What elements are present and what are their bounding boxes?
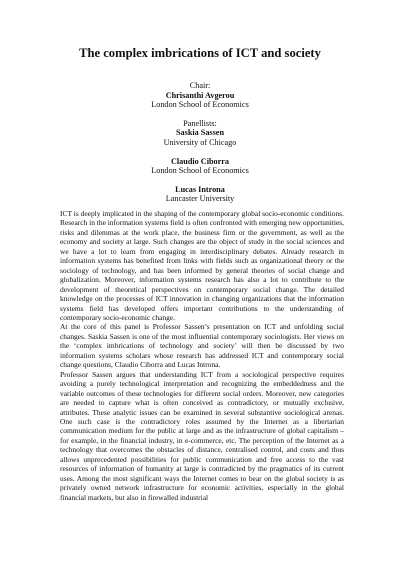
panellist-name: Saskia Sassen bbox=[175, 128, 224, 138]
body-paragraph: At the core of this panel is Professor Sassen’s presentation on ICT and unfolding social changes. Saskia Sassen is one of the most influential contemporary sociologists. Her views on the ‘complex imbrications of technology and society’ will then be discussed by two information systems scholars whose research has addressed ICT and contemporary social change questions, Claudio Ciborra and Lucas Introna. bbox=[60, 322, 344, 370]
panellist-affiliation: Lancaster University bbox=[165, 194, 235, 204]
panellist-name: Claudio Ciborra bbox=[170, 156, 229, 166]
panellist-name: Lucas Introna bbox=[175, 184, 225, 194]
panellists-label: Panellists: bbox=[183, 118, 217, 128]
chair-label: Chair: bbox=[189, 81, 211, 90]
chair-name: Chrisanthi Avgerou bbox=[165, 90, 235, 100]
panellist-block-2 bbox=[0, 157, 400, 176]
body-paragraph: Professor Sassen argues that understanding ICT from a sociological perspective requires avoiding a purely technological interpretation and recognizing the embeddedness and the variable outcomes of these technologies for different social orders. Moreover, new categories are needed to capture what is often conceived as contradictory, or mutually exclusive, attributes. These analytic issues can be examined in several substantive sociological arenas. One such case is the contradictory roles assumed by the Internet as a libertarian communication medium for the public at large and as the infrastructure of global capitalism – for example, in the financial industry, in e-commerce, etc. The perception of the Internet as a technology that overcomes the obstacles of distance, centralised control, and costs and thus allows unprecedented possibilities for public communication and free access to the vast resources of information of humanity at large is contradicted by the pragmatics of its current uses. Among the most significant ways the Internet comes to bear on the global society is as privately owned network infrastructure for economic activities, especially in the global financial markets, but also in firewalled industrial bbox=[60, 369, 344, 502]
panellist-block-3 bbox=[0, 185, 400, 204]
chair-block bbox=[0, 81, 400, 110]
paper-body bbox=[60, 209, 344, 502]
paper-title: The complex imbrications of ICT and society bbox=[79, 46, 321, 60]
body-paragraph: ICT is deeply implicated in the shaping of the contemporary global socio-economic conditions. Research in the information systems field is often confronted with emerging new opportunities, risks and dilemmas at the work place, the business firm or the government, as well as the economy and society at large. Such changes are the object of study in the social sciences and we have a lot to learn from engaging in interdisciplinary debates. Already research in information systems has benefited from links with fields such as organizational theory or the sociology of technology, and has been informed by general theories of social change and globalization. Moreover, information systems research has also a lot to contribute to the development of theoretical perspectives on contemporary social change. The detailed knowledge on the processes of ICT innovation in changing organizations that the information systems field has developed offers important contributions to the understanding of contemporary socio-economic change. bbox=[60, 209, 344, 322]
panellist-block-1 bbox=[0, 119, 400, 148]
panellist-affiliation: London School of Economics bbox=[151, 166, 249, 176]
panel-participants bbox=[0, 81, 400, 213]
panellist-affiliation: University of Chicago bbox=[163, 137, 237, 147]
chair-affiliation: London School of Economics bbox=[151, 100, 249, 110]
